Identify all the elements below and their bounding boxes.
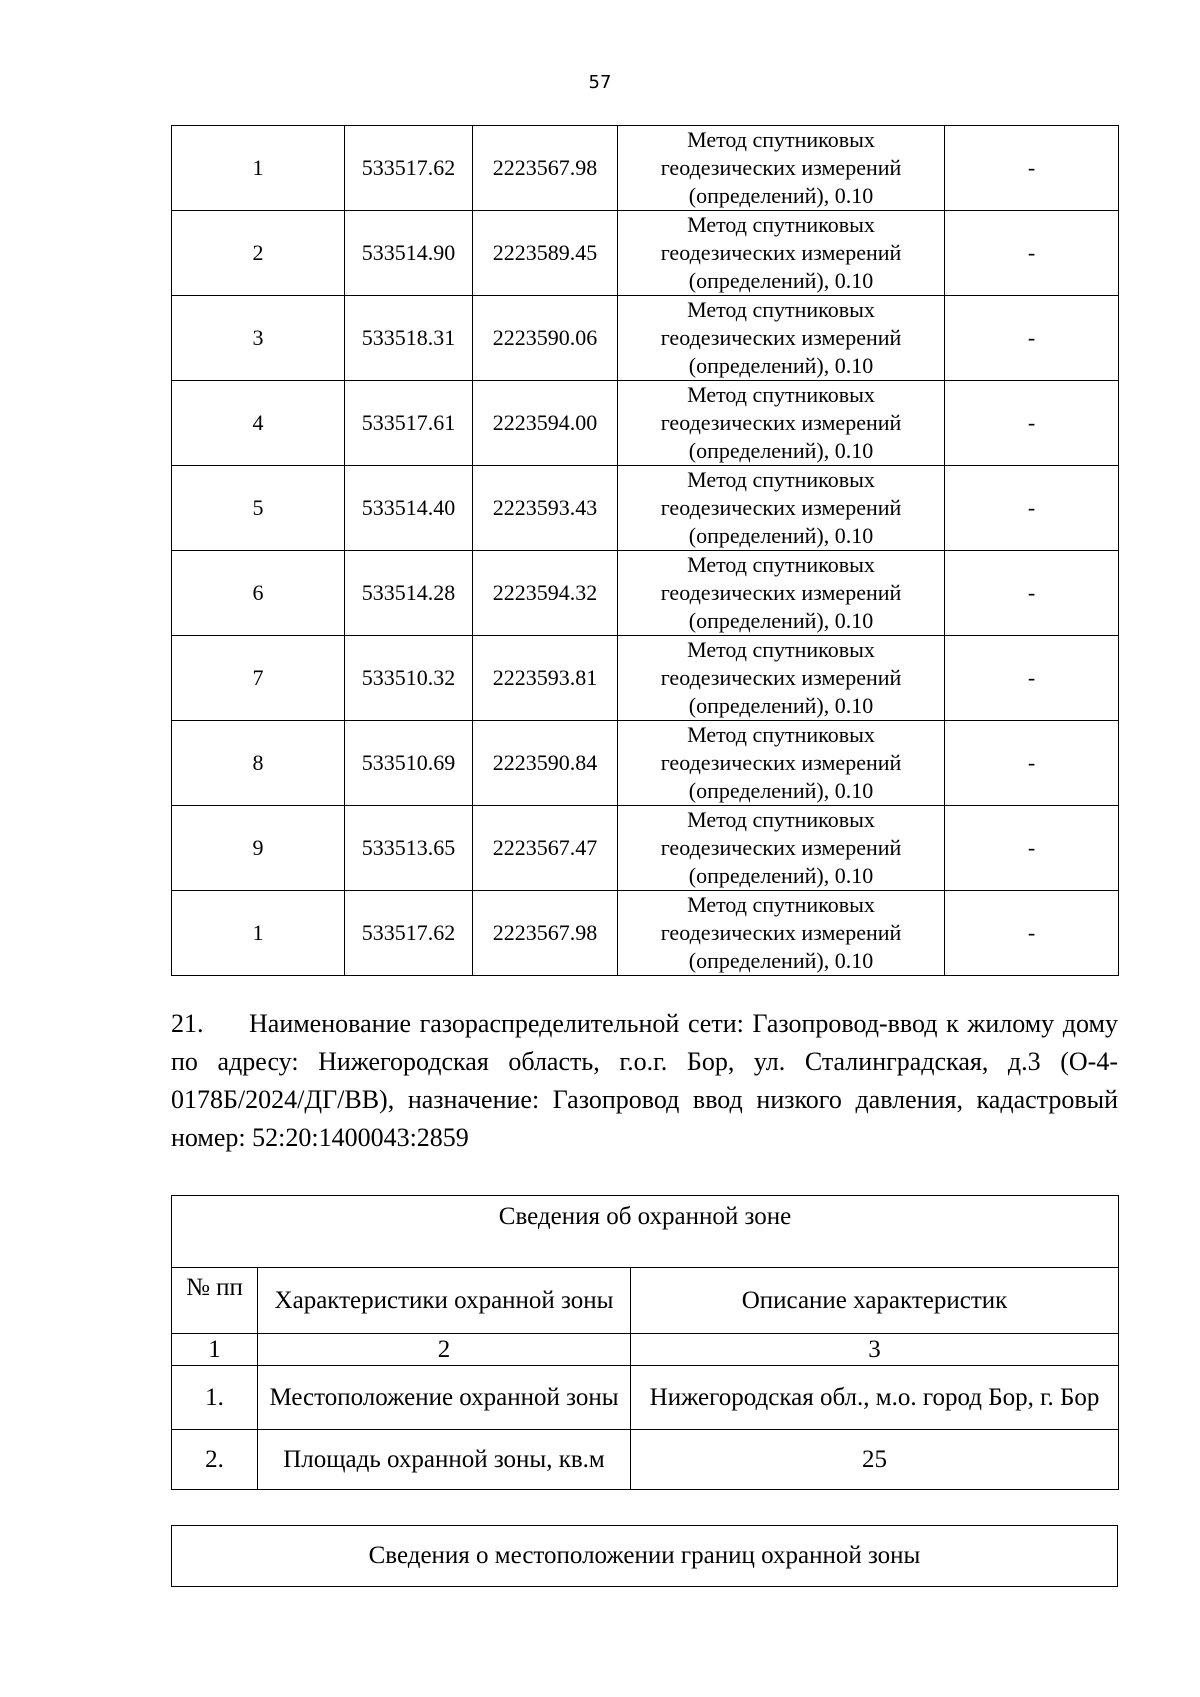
method-line: Метод спутниковых bbox=[687, 552, 875, 577]
note-cell: - bbox=[945, 721, 1119, 806]
table-row bbox=[172, 211, 1119, 296]
x-coordinate-cell: 533514.28 bbox=[345, 551, 473, 636]
point-number-cell: 1 bbox=[172, 126, 345, 211]
zone-table-header-row bbox=[172, 1268, 1119, 1334]
y-coordinate-cell: 2223594.00 bbox=[473, 381, 618, 466]
y-coordinate-cell: 2223593.81 bbox=[473, 636, 618, 721]
point-number-cell: 6 bbox=[172, 551, 345, 636]
method-line: (определений), 0.10 bbox=[688, 693, 874, 718]
y-coordinate-cell: 2223589.45 bbox=[473, 211, 618, 296]
method-cell bbox=[618, 381, 945, 466]
table-row bbox=[172, 466, 1119, 551]
x-coordinate-cell: 533514.90 bbox=[345, 211, 473, 296]
zone-table-column-numbers-row bbox=[172, 1334, 1119, 1366]
point-number-cell: 8 bbox=[172, 721, 345, 806]
table-row bbox=[172, 296, 1119, 381]
column-number: 3 bbox=[631, 1334, 1119, 1366]
method-cell bbox=[618, 891, 945, 976]
note-cell: - bbox=[945, 126, 1119, 211]
row-characteristic: Местоположение охранной зоны bbox=[258, 1366, 631, 1430]
method-line: (определений), 0.10 bbox=[688, 268, 874, 293]
table-row bbox=[172, 636, 1119, 721]
table-row bbox=[172, 806, 1119, 891]
zone-table-title-row bbox=[172, 1196, 1119, 1268]
method-cell bbox=[618, 211, 945, 296]
section-21-text bbox=[171, 1005, 1118, 1157]
note-cell: - bbox=[945, 381, 1119, 466]
header-description: Описание характеристик bbox=[631, 1268, 1119, 1334]
note-cell: - bbox=[945, 466, 1119, 551]
note-cell: - bbox=[945, 806, 1119, 891]
table-row bbox=[172, 891, 1119, 976]
boundary-table-title-row bbox=[172, 1526, 1118, 1587]
note-cell: - bbox=[945, 636, 1119, 721]
y-coordinate-cell: 2223567.98 bbox=[473, 891, 618, 976]
section-description: Наименование газораспределительной сети: Газопровод-ввод к жилому дому по адресу: Нижегородская область, г.о.г. Бор, ул. Сталинградская, д.3 (О-4-0178Б/2024/ДГ/ВВ), назначение: Газопровод ввод низкого давления, кадастровый номер: 52:20:1400043:2859 bbox=[171, 1009, 1118, 1152]
table-row bbox=[172, 721, 1119, 806]
y-coordinate-cell: 2223567.47 bbox=[473, 806, 618, 891]
method-cell bbox=[618, 126, 945, 211]
method-line: Метод спутниковых bbox=[687, 637, 875, 662]
protection-zone-table bbox=[171, 1195, 1119, 1490]
method-line: (определений), 0.10 bbox=[688, 778, 874, 803]
section-number: 21. bbox=[171, 1009, 204, 1038]
note-cell: - bbox=[945, 551, 1119, 636]
point-number-cell: 1 bbox=[172, 891, 345, 976]
method-line: (определений), 0.10 bbox=[688, 438, 874, 463]
method-line: Метод спутниковых bbox=[687, 807, 875, 832]
method-line: (определений), 0.10 bbox=[688, 523, 874, 548]
method-cell bbox=[618, 806, 945, 891]
point-number-cell: 9 bbox=[172, 806, 345, 891]
table-row bbox=[172, 381, 1119, 466]
method-line: Метод спутниковых bbox=[687, 297, 875, 322]
method-line: геодезических измерений bbox=[660, 580, 902, 605]
x-coordinate-cell: 533518.31 bbox=[345, 296, 473, 381]
method-line: геодезических измерений bbox=[660, 920, 902, 945]
row-description: 25 bbox=[631, 1430, 1119, 1490]
zone-table-title: Сведения об охранной зоне bbox=[172, 1196, 1119, 1268]
table-row bbox=[172, 1366, 1119, 1430]
x-coordinate-cell: 533510.69 bbox=[345, 721, 473, 806]
x-coordinate-cell: 533514.40 bbox=[345, 466, 473, 551]
method-line: Метод спутниковых bbox=[687, 127, 875, 152]
boundary-table-title: Сведения о местоположении границ охранной зоны bbox=[172, 1526, 1118, 1587]
y-coordinate-cell: 2223567.98 bbox=[473, 126, 618, 211]
method-line: геодезических измерений bbox=[660, 495, 902, 520]
x-coordinate-cell: 533517.61 bbox=[345, 381, 473, 466]
row-number: 1. bbox=[172, 1366, 258, 1430]
table-row bbox=[172, 126, 1119, 211]
coordinates-table bbox=[171, 125, 1119, 976]
method-line: Метод спутниковых bbox=[687, 382, 875, 407]
method-line: (определений), 0.10 bbox=[688, 948, 874, 973]
method-line: геодезических измерений bbox=[660, 325, 902, 350]
point-number-cell: 4 bbox=[172, 381, 345, 466]
header-num: № пп bbox=[172, 1268, 258, 1334]
note-cell: - bbox=[945, 891, 1119, 976]
x-coordinate-cell: 533510.32 bbox=[345, 636, 473, 721]
y-coordinate-cell: 2223590.06 bbox=[473, 296, 618, 381]
x-coordinate-cell: 533513.65 bbox=[345, 806, 473, 891]
note-cell: - bbox=[945, 211, 1119, 296]
method-cell bbox=[618, 721, 945, 806]
x-coordinate-cell: 533517.62 bbox=[345, 891, 473, 976]
method-cell bbox=[618, 636, 945, 721]
row-number: 2. bbox=[172, 1430, 258, 1490]
method-line: (определений), 0.10 bbox=[688, 353, 874, 378]
row-characteristic: Площадь охранной зоны, кв.м bbox=[258, 1430, 631, 1490]
point-number-cell: 3 bbox=[172, 296, 345, 381]
point-number-cell: 7 bbox=[172, 636, 345, 721]
method-line: Метод спутниковых bbox=[687, 212, 875, 237]
point-number-cell: 2 bbox=[172, 211, 345, 296]
header-characteristics: Характеристики охранной зоны bbox=[258, 1268, 631, 1334]
method-line: Метод спутниковых bbox=[687, 722, 875, 747]
method-line: геодезических измерений bbox=[660, 155, 902, 180]
method-line: геодезических измерений bbox=[660, 410, 902, 435]
x-coordinate-cell: 533517.62 bbox=[345, 126, 473, 211]
method-line: Метод спутниковых bbox=[687, 467, 875, 492]
y-coordinate-cell: 2223594.32 bbox=[473, 551, 618, 636]
method-line: Метод спутниковых bbox=[687, 892, 875, 917]
table-row bbox=[172, 1430, 1119, 1490]
method-cell bbox=[618, 551, 945, 636]
point-number-cell: 5 bbox=[172, 466, 345, 551]
row-description: Нижегородская обл., м.о. город Бор, г. Бор bbox=[631, 1366, 1119, 1430]
table-row bbox=[172, 551, 1119, 636]
method-line: (определений), 0.10 bbox=[688, 863, 874, 888]
column-number: 2 bbox=[258, 1334, 631, 1366]
method-line: геодезических измерений bbox=[660, 665, 902, 690]
method-cell bbox=[618, 296, 945, 381]
method-line: (определений), 0.10 bbox=[688, 608, 874, 633]
boundary-table bbox=[171, 1525, 1118, 1587]
column-number: 1 bbox=[172, 1334, 258, 1366]
method-line: геодезических измерений bbox=[660, 750, 902, 775]
method-line: геодезических измерений bbox=[660, 240, 902, 265]
method-line: геодезических измерений bbox=[660, 835, 902, 860]
method-cell bbox=[618, 466, 945, 551]
y-coordinate-cell: 2223593.43 bbox=[473, 466, 618, 551]
note-cell: - bbox=[945, 296, 1119, 381]
method-line: (определений), 0.10 bbox=[688, 183, 874, 208]
y-coordinate-cell: 2223590.84 bbox=[473, 721, 618, 806]
page-number: 57 bbox=[588, 72, 612, 93]
